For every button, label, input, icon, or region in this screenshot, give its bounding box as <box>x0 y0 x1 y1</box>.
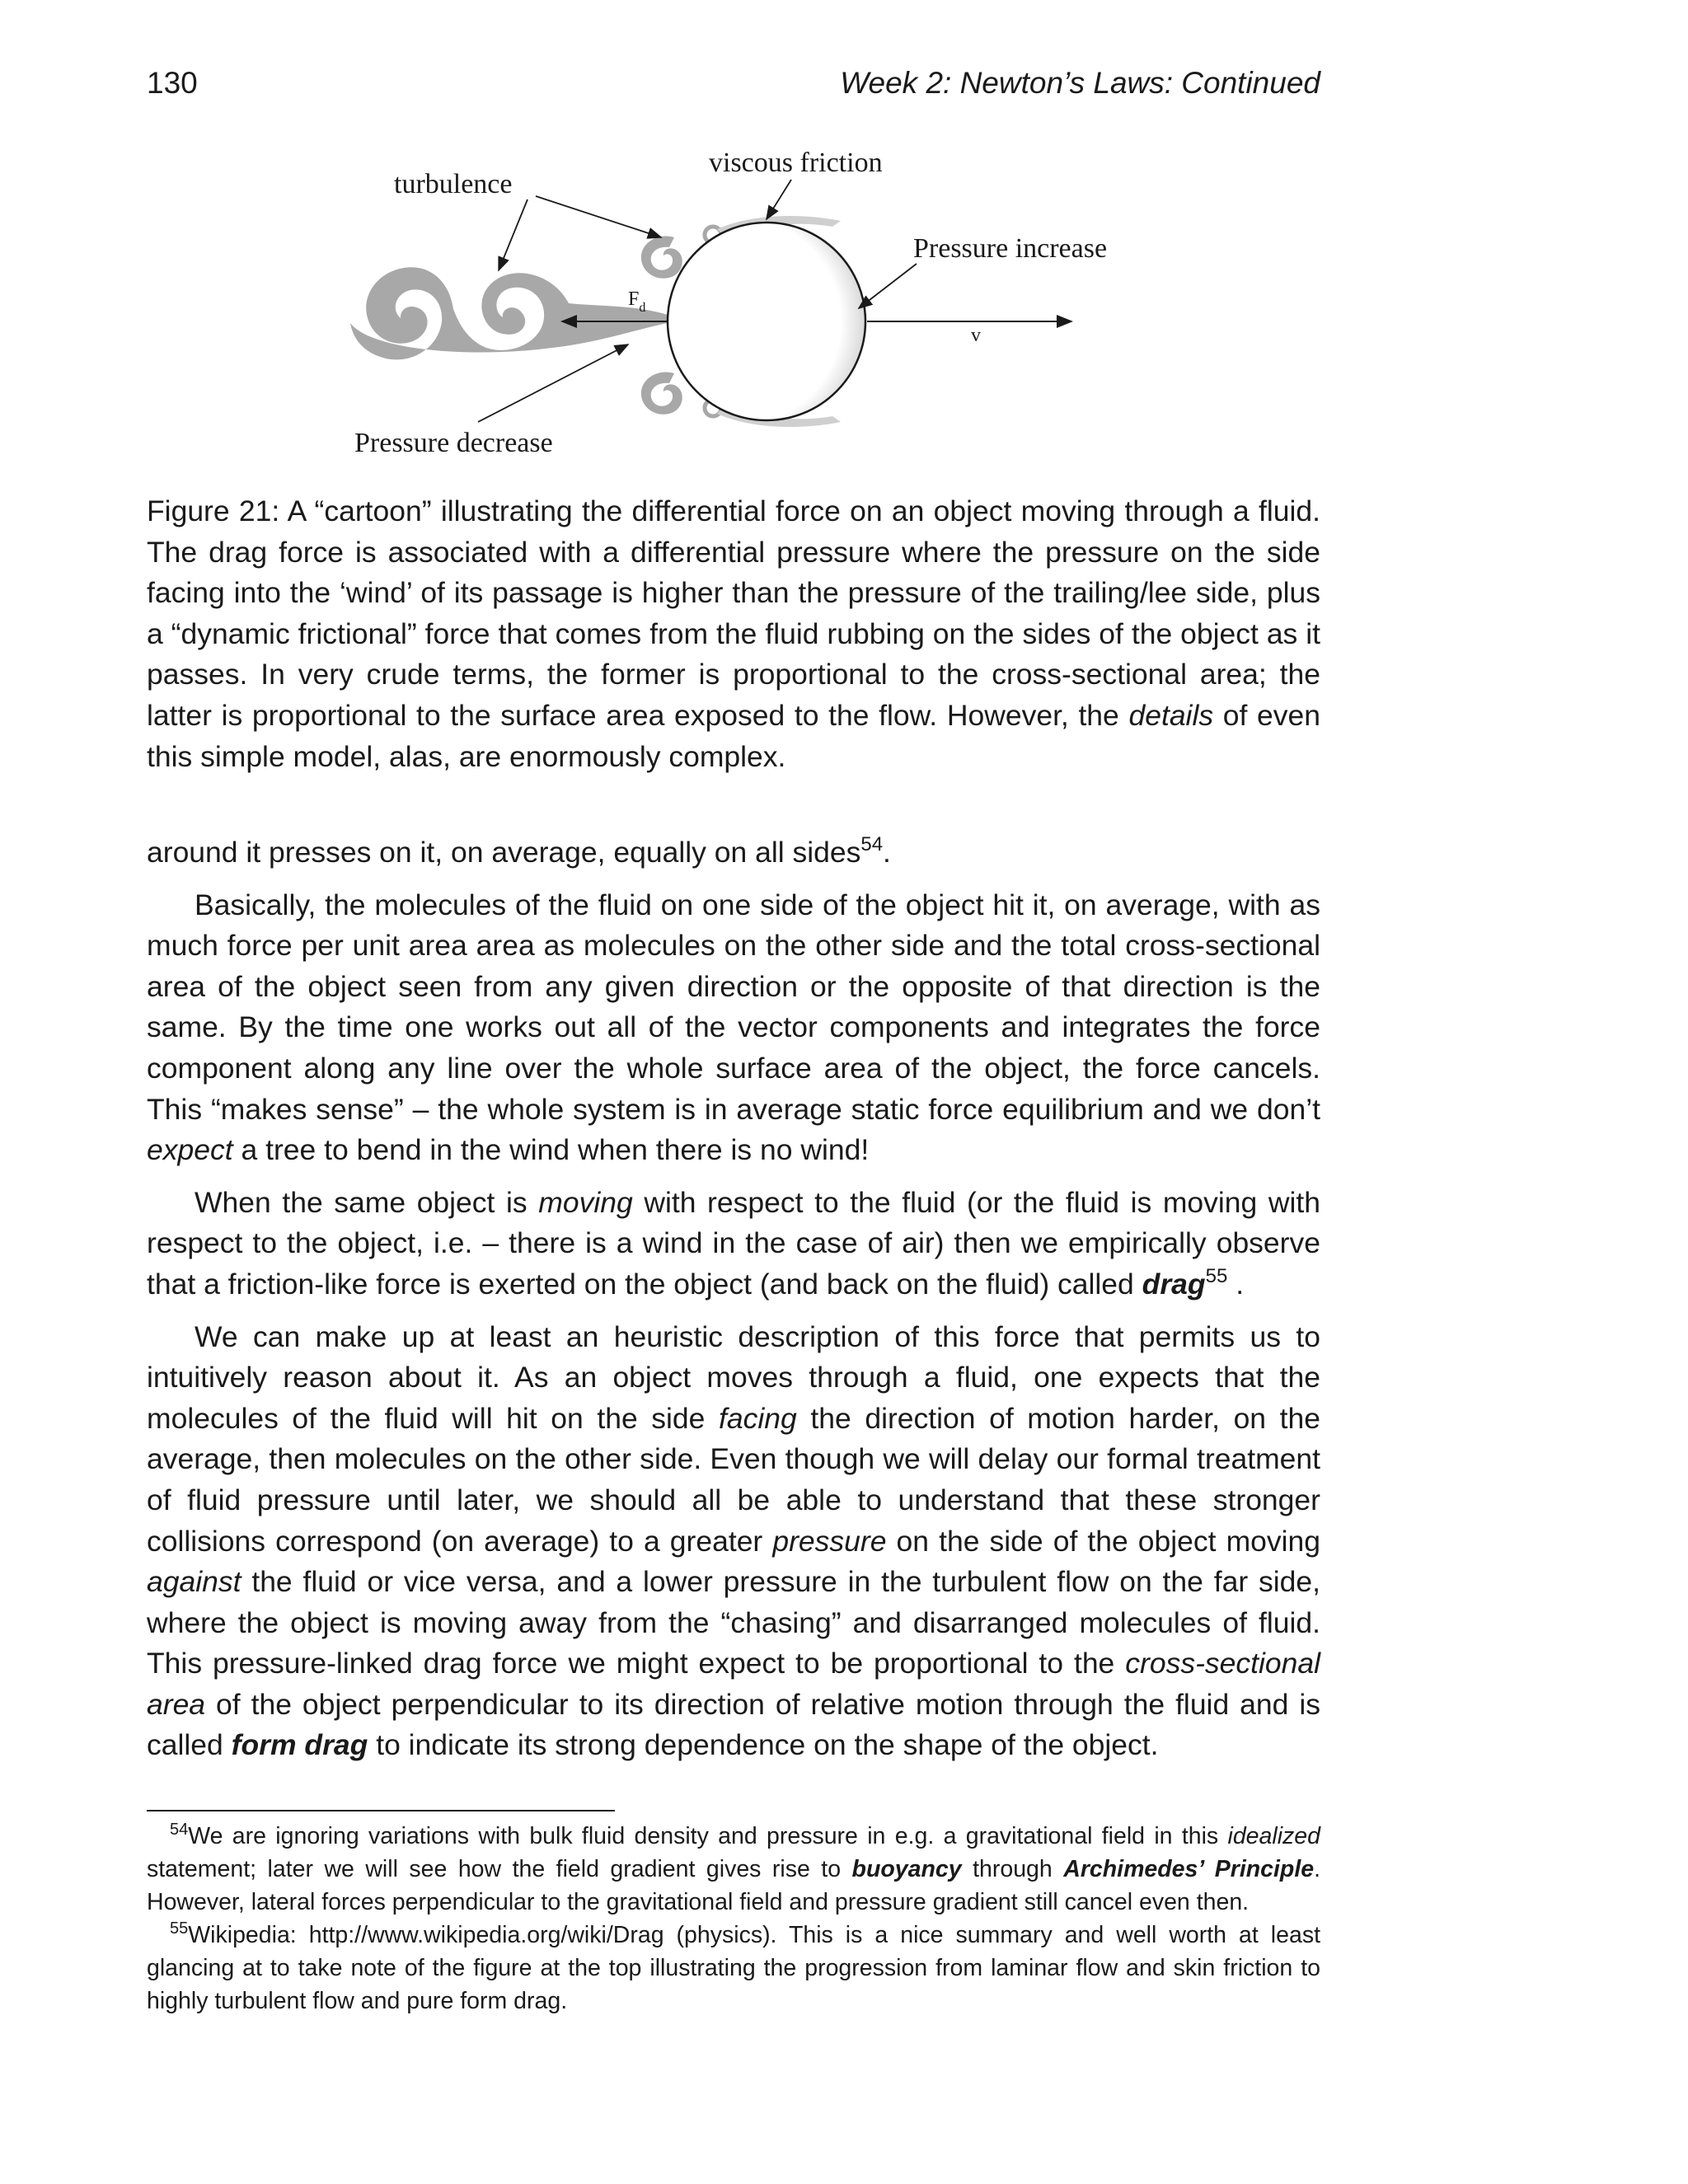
footnote-54: $^{54}$We are ignoring variations with bulk fluid density and pressure in e.g. a gravitational field in this idealized statement; later we will see how the field gradient gives rise to buoyancy through Archimedes’ Principle. However, lateral forces perpendicular to the gravitational field and pressure gradient still cancel even then. <box>147 1821 1321 1915</box>
drag-figure <box>305 132 1170 478</box>
paragraph-3: When the same object is moving with respect to the fluid (or the fluid is moving with respect to the object, i.e. – there is a wind in the case of air) then we empirically observe that a friction-like force is exerted on the object (and back on the fluid) called drag$^{55}$ . <box>147 1185 1320 1301</box>
pressure-decrease-label: Pressure decrease <box>354 428 553 458</box>
footnote-divider <box>147 1810 615 1811</box>
body-text <box>147 832 1320 1778</box>
footnote-ref-54[interactable]: 54 <box>860 833 884 855</box>
caption-label: Figure 21: <box>147 494 280 527</box>
caption-text: A “cartoon” illustrating the differential force on an object moving through a fluid. The drag force is associated with a differential pressure where the pressure on the side facing into the ‘wind’ of its passage is higher than the pressure of the trailing/lee side, plus a “dynamic frictional” force that comes from the fluid rubbing on the sides of the object as it passes. In very crude terms, the former is proportional to the cross-sectional area; the latter is proportional to the surface area exposed to the flow. However, the <box>147 494 1320 732</box>
drag-force-label: $F_d$ <box>628 288 646 315</box>
paragraph-1: around it presses on it, on average, equally on all sides$^{54}$. <box>147 833 891 869</box>
caption-italic: details <box>1128 698 1214 732</box>
turbulence-leader-2 <box>536 196 661 237</box>
footnote-ref-55[interactable]: 55 <box>1205 1264 1228 1287</box>
swirl-upper <box>641 237 682 279</box>
velocity-label: v <box>971 325 981 346</box>
pressure-decrease-leader <box>478 344 628 422</box>
pressure-increase-leader <box>859 264 917 308</box>
caption-text-end: of even this simple model, alas, are enormously complex. <box>147 698 1320 773</box>
swirl-shape <box>350 267 668 359</box>
turbulence-leader-1 <box>499 199 528 270</box>
footnotes <box>147 1820 1320 2018</box>
page-number: 130 <box>147 66 198 100</box>
paragraph-2: Basically, the molecules of the fluid on one side of the object hit it, on average, with as much force per unit area area as molecules on the other side and the total cross-sectional area of the object seen from any given direction or the opposite of that direction is the same. By the time one works out all of the vector components and integrates the force component along any line over the whole surface area of the object, the force cancels. This “makes sense” – the whole system is in average static force equilibrium and we don’t expect a tree to bend in the wind when there is no wind! <box>147 888 1320 1167</box>
paragraph-4: We can make up at least an heuristic description of this force that permits us to intuitively reason about it. As an object moves through a fluid, one expects that the molecules of the fluid will hit on the side facing the direction of motion harder, on the average, then molecules on the other side. Even though we will delay our formal treatment of fluid pressure until later, we should all be able to understand that these stronger collisions correspond (on average) to a greater pressure on the side of the object moving against the fluid or vice versa, and a lower pressure in the turbulent flow on the far side, where the object is moving away from the “chasing” and disarranged molecules of fluid. This pressure-linked drag force we might expect to be proportional to the cross-sectional area of the object perpendicular to its direction of relative motion through the fluid and is called form drag to indicate its strong dependence on the shape of the object. <box>147 1319 1321 1762</box>
viscous-friction-label: viscous friction <box>709 148 883 178</box>
pressure-increase-label: Pressure increase <box>913 233 1108 264</box>
running-header: Week 2: Newton’s Laws: Continued <box>840 66 1320 100</box>
figure-caption <box>147 491 1320 777</box>
moving-object-circle <box>668 223 865 420</box>
swirl-lower <box>641 373 682 415</box>
turbulence-label: turbulence <box>394 169 513 199</box>
footnote-55: $^{55}$Wikipedia: http://www.wikipedia.org/wiki/Drag (physics). This is a nice summary and well worth at least glancing at to take note of the figure at the top illustrating the progression from laminar flow and skin friction to highly turbulent flow and pure form drag. <box>147 1919 1320 2014</box>
viscous-friction-leader <box>767 180 791 219</box>
